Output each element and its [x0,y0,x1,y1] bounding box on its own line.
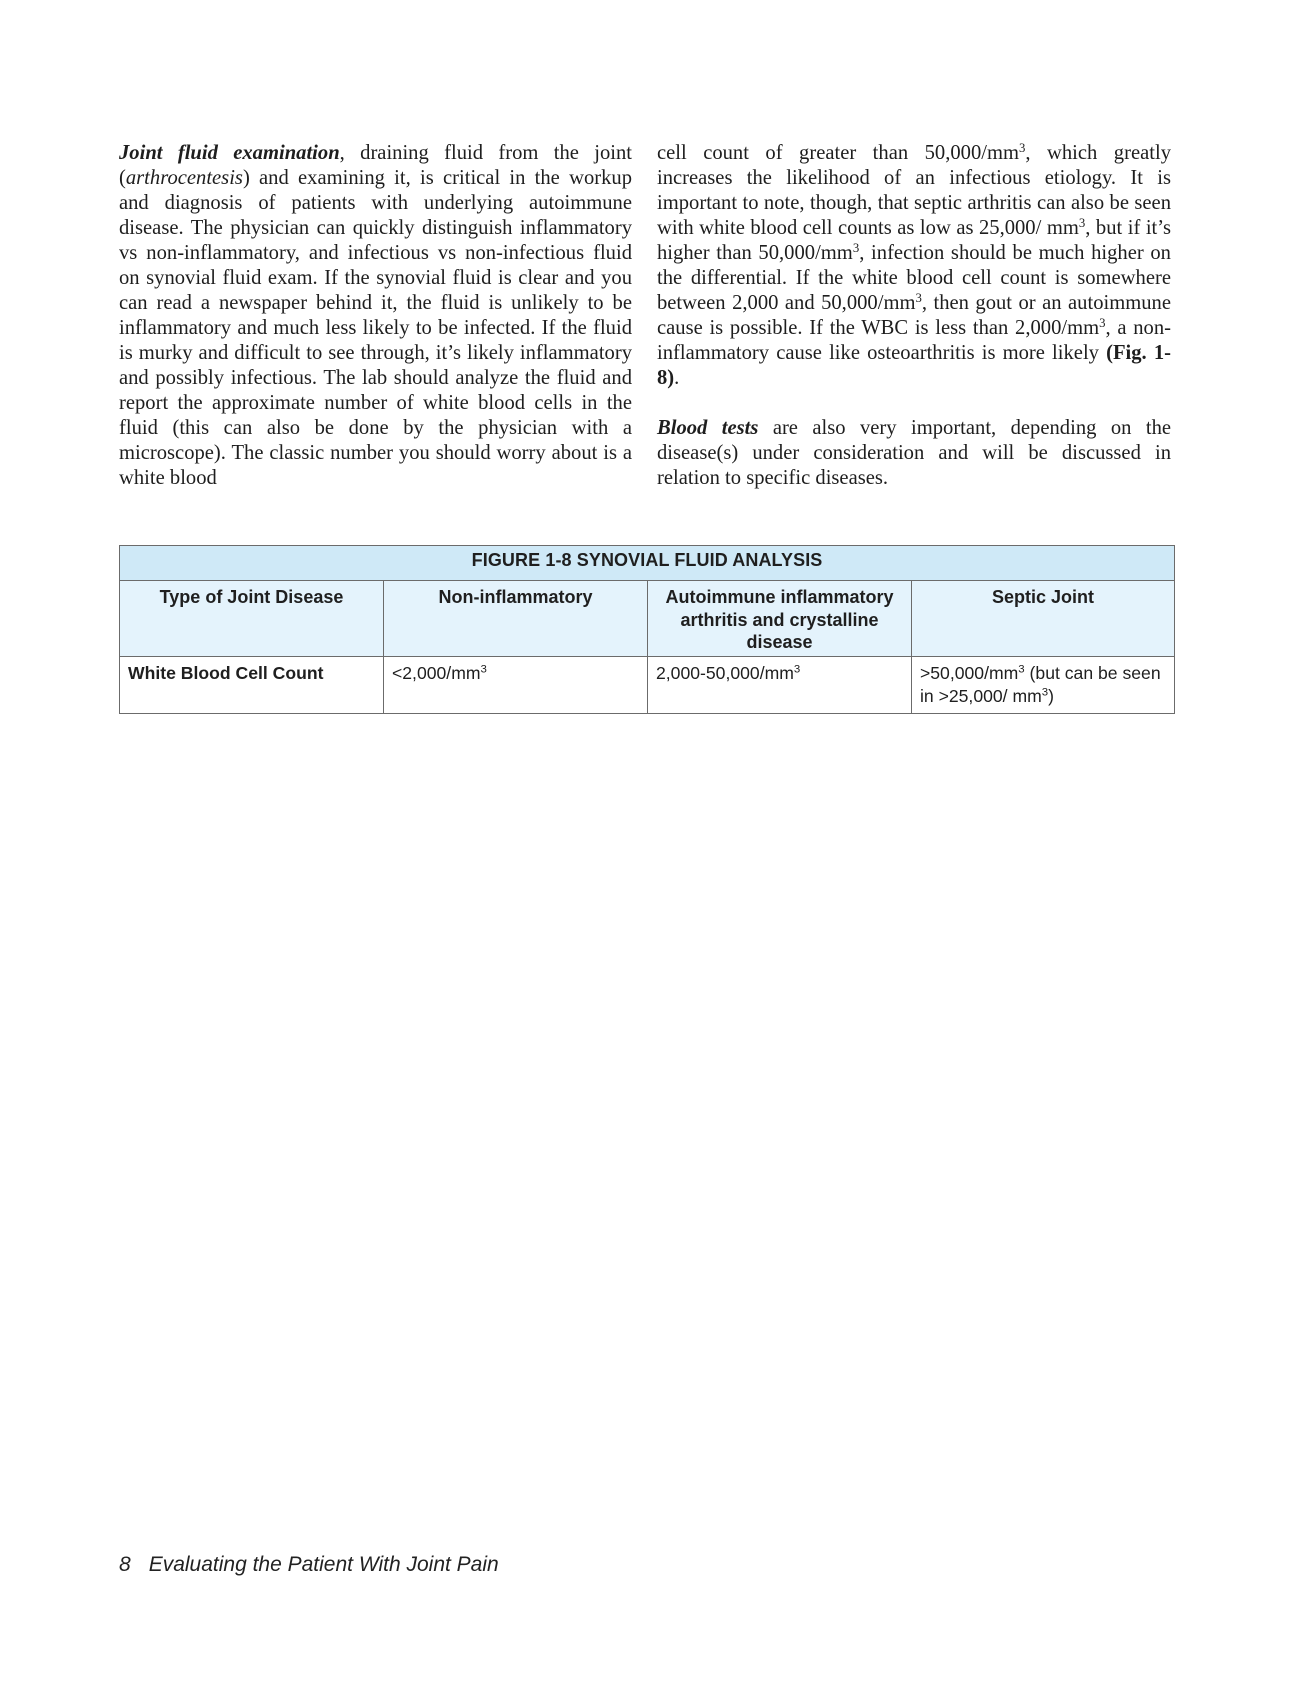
header-septic-joint: Septic Joint [912,581,1175,657]
paragraph-text: . [674,367,680,389]
cell-value: (but can be seen in >25,000/ mm [920,663,1161,706]
running-title: Evaluating the Patient With Joint Pain [148,1553,499,1576]
paragraph-text: , which greatly increases the likelihood of an infectious etiology. It is important to note, though, that septic arthritis can also be seen with white blood cell counts as low as 25,000/ mm [657,142,1171,239]
superscript: 3 [1078,215,1086,230]
paragraph-text: , but if it’s higher than 50,000/mm [657,217,1171,264]
blood-tests-paragraph [657,416,1171,491]
superscript: 3 [915,290,922,305]
superscript: 3 [793,663,801,676]
table-row [120,657,1175,714]
term-blood-tests: Blood tests [657,417,759,439]
row-label-wbc: White Blood Cell Count [120,657,384,714]
term-joint-fluid-examination: Joint fluid examination [119,142,340,164]
term-arthrocentesis: arthrocentesis [125,167,243,189]
paragraph-text: are also very important, depending on the disease(s) under consideration and will be discussed in relation to specific diseases. [657,417,1172,489]
header-type-of-joint-disease: Type of Joint Disease [120,581,384,657]
paragraph-text: , draining fluid from the joint ( [119,142,632,189]
cell-autoimmune [648,657,912,714]
superscript: 3 [1019,140,1026,155]
superscript: 3 [1099,315,1106,330]
cell-value: 2,000-50,000/mm [656,663,794,683]
superscript: 3 [1041,686,1049,699]
cell-value: ) [1048,686,1054,706]
paragraph-text: , infection should be much higher on the differential. If the white blood cell count is somewhere between 2,000 and 50,000/mm [657,242,1171,314]
cell-value: <2,000/mm [392,663,481,683]
left-text-column [119,141,632,491]
page-number: 8 [119,1553,131,1576]
wbc-paragraph [657,141,1171,391]
table-header-row [120,581,1175,657]
superscript: 3 [852,240,860,255]
cell-septic [912,657,1175,714]
paragraph-text: , then gout or an autoimmune cause is possible. If the WBC is less than 2,000/mm [657,292,1171,339]
superscript: 3 [1018,663,1025,676]
synovial-fluid-table [119,545,1175,714]
paragraph-text: , a non-inflammatory cause like osteoarthritis is more likely [657,317,1171,364]
joint-fluid-paragraph [119,141,632,491]
paragraph-gap [657,391,1171,416]
cell-non-inflammatory [384,657,648,714]
superscript: 3 [480,663,487,676]
figure-reference: (Fig. 1-8) [657,342,1171,389]
header-non-inflammatory: Non-inflammatory [384,581,648,657]
page-footer [119,1553,499,1577]
cell-value: >50,000/mm [920,663,1019,683]
right-text-column [657,141,1171,491]
paragraph-text: ) and examining it, is critical in the workup and diagnosis of patients with underlying autoimmune disease. The physician can quickly distinguish inflammatory vs non-inflammatory, and infectious vs non-infectious fluid on synovial fluid exam. If the synovial fluid is clear and you can read a newspaper behind it, the fluid is unlikely to be inflammatory and much less likely to be infected. If the fluid is murky and difficult to see through, it’s likely inflammatory and possibly infectious. The lab should analyze the fluid and report the approximate number of white blood cells in the fluid (this can also be done by the physician with a microscope). The classic number you should worry about is a white blood [119,167,632,489]
paragraph-text: cell count of greater than 50,000/mm [657,142,1019,164]
figure-title: FIGURE 1-8 SYNOVIAL FLUID ANALYSIS [120,546,1175,581]
header-autoimmune: Autoimmune inflammatory arthritis and crystalline disease [648,581,912,657]
